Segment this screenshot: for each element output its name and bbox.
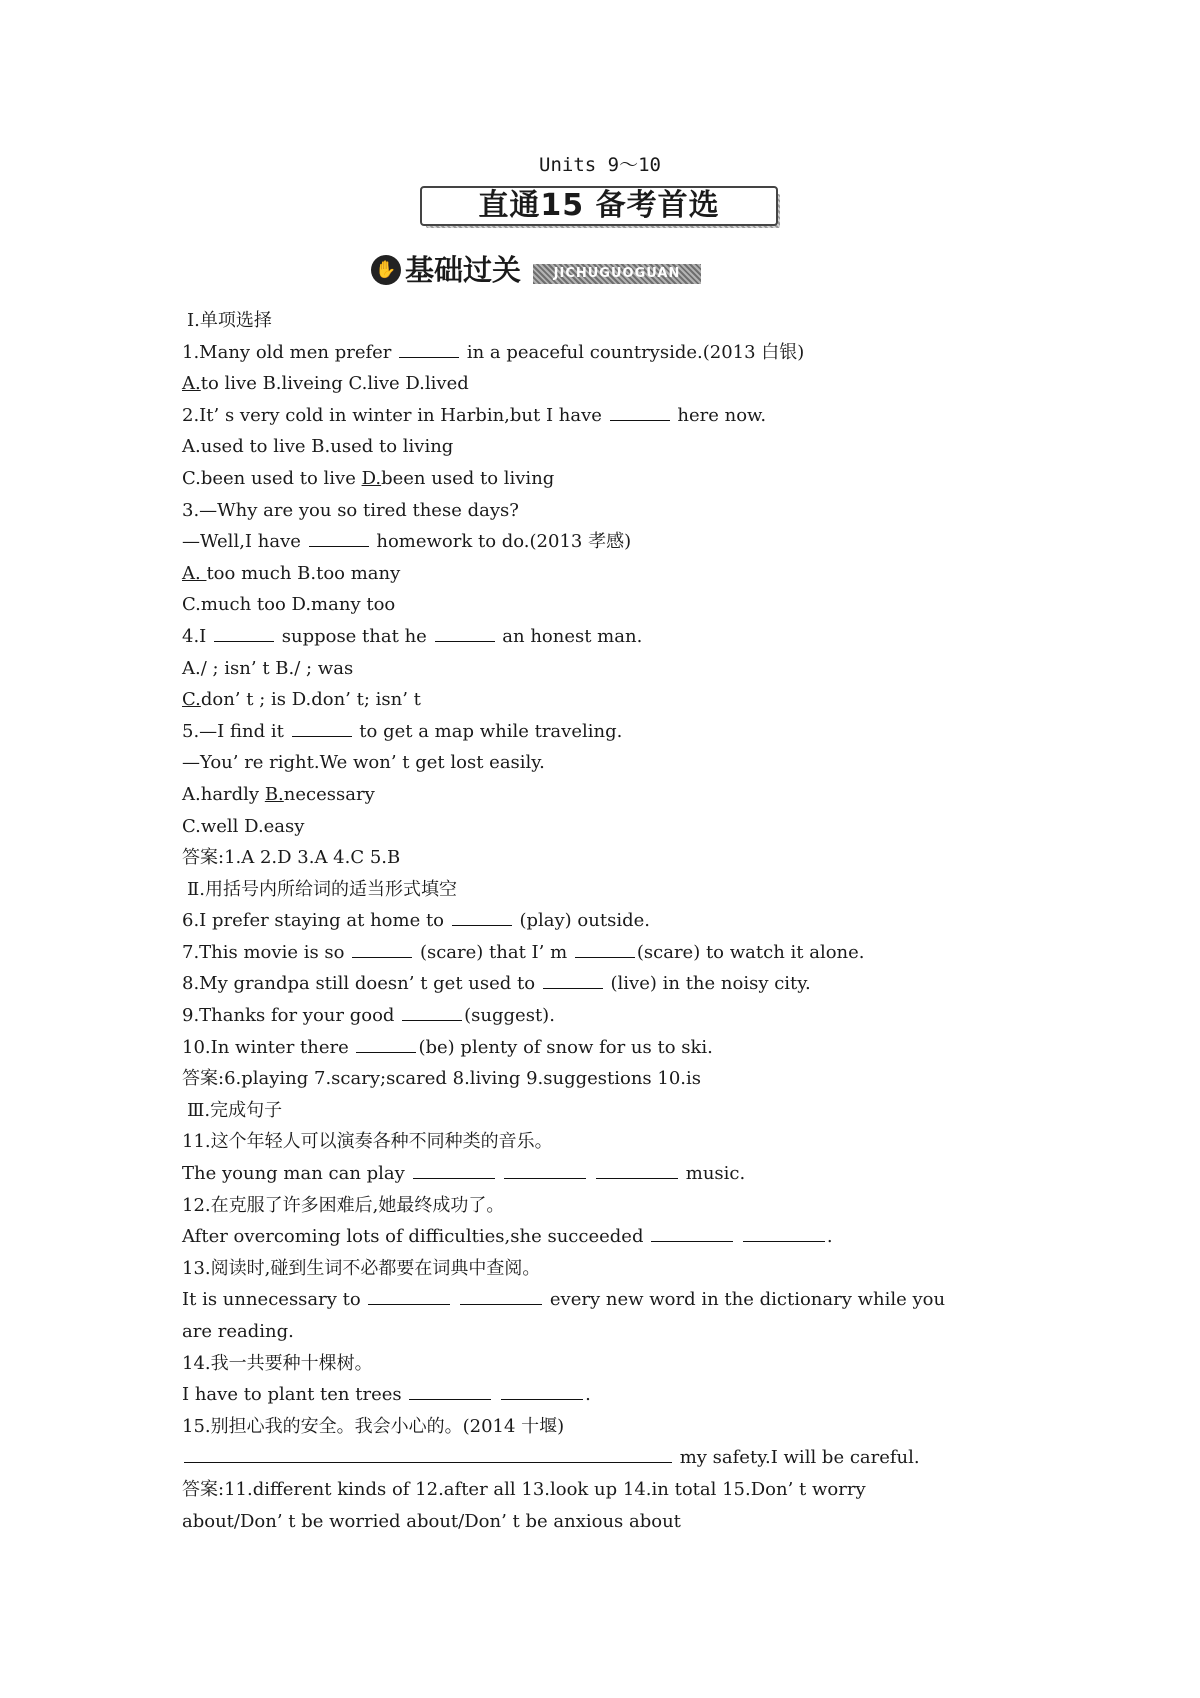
text-segment: my safety.I will be careful.	[674, 1447, 920, 1469]
text-segment: to live B.liveing C.live D.lived	[200, 373, 469, 395]
text-segment: The young man can play	[182, 1163, 411, 1185]
text-line	[182, 337, 1032, 369]
answer-blank	[651, 1221, 733, 1242]
answer-blank	[435, 621, 495, 642]
text-line	[182, 1379, 1032, 1411]
section-banner	[420, 186, 782, 230]
text-segment: 5.—I find it	[182, 720, 290, 742]
text-segment: don’ t ; is D.don’ t; isn’ t	[200, 689, 421, 711]
text-segment: C.been used to live	[182, 467, 362, 489]
answer-blank	[575, 937, 635, 958]
text-line	[182, 526, 1032, 558]
text-segment: Ⅲ.完成句子	[187, 1099, 283, 1121]
section-heading	[182, 874, 1032, 906]
text-segment: 2.It’ s very cold in winter in Harbin,but I have	[182, 404, 608, 426]
text-line	[182, 842, 1032, 874]
text-line	[182, 621, 1032, 653]
marked-answer-letter: A.	[182, 373, 201, 395]
text-segment	[497, 1163, 503, 1184]
text-segment: —You’ re right.We won’ t get lost easily.	[182, 752, 545, 774]
answer-blank	[543, 968, 603, 989]
text-segment: A.hardly	[182, 783, 265, 805]
marked-answer-letter: C.	[182, 689, 201, 711]
section-heading	[182, 1095, 1032, 1127]
answer-blank	[402, 1000, 462, 1021]
text-segment: 4.I	[182, 625, 213, 647]
text-line	[182, 1190, 1032, 1222]
text-segment: 11.这个年轻人可以演奏各种不同种类的音乐。	[182, 1131, 553, 1153]
text-line	[182, 495, 1032, 527]
banner-title: 直通15 备考首选	[420, 186, 778, 226]
text-segment: 7.This movie is so	[182, 941, 351, 963]
text-segment: 答案:11.different kinds of 12.after all 13.look up 14.in total 15.Don’ t worry	[182, 1478, 866, 1500]
text-segment: Ⅱ.用括号内所给词的适当形式填空	[187, 878, 457, 900]
text-line	[182, 1348, 1032, 1380]
section-heading	[182, 305, 1032, 337]
text-line	[182, 684, 1032, 716]
text-line	[182, 811, 1032, 843]
section-title: 基础过关	[405, 253, 522, 287]
text-line	[182, 779, 1032, 811]
unit-range-title: Units 9～10	[539, 154, 661, 176]
text-segment: 15.别担心我的安全。我会小心的。(2014 十堰)	[182, 1415, 565, 1437]
text-segment: .	[826, 1226, 833, 1248]
text-segment: 3.—Why are you so tired these days?	[182, 499, 519, 521]
text-line	[182, 716, 1032, 748]
text-segment: (be) plenty of snow for us to ski.	[418, 1036, 713, 1058]
answer-blank	[214, 621, 274, 642]
text-line	[182, 1158, 1032, 1190]
marked-answer-letter: A.	[182, 562, 207, 584]
text-segment: 12.在克服了许多困难后,她最终成功了。	[182, 1194, 505, 1216]
text-line	[182, 1442, 1032, 1474]
text-segment: (live) in the noisy city.	[604, 973, 811, 995]
text-segment: (suggest).	[464, 1005, 555, 1027]
answer-blank	[409, 1379, 491, 1400]
answer-blank	[743, 1221, 825, 1242]
answer-blank	[356, 1032, 416, 1053]
text-segment	[735, 1226, 741, 1247]
text-segment: 13.阅读时,碰到生词不必都要在词典中查阅。	[182, 1257, 541, 1279]
text-line	[182, 968, 1032, 1000]
text-segment: to get a map while traveling.	[353, 720, 623, 742]
text-segment: A.used to live B.used to living	[182, 436, 454, 458]
section-subtitle: JICHUGUOGUAN	[533, 264, 701, 284]
text-segment: C.well D.easy	[182, 815, 305, 837]
text-segment: A./ ; isn’ t B./ ; was	[182, 657, 354, 679]
text-segment: necessary	[283, 783, 375, 805]
answer-blank	[596, 1158, 678, 1179]
text-line	[182, 1316, 1032, 1348]
text-line	[182, 653, 1032, 685]
marked-answer-letter: D.	[361, 467, 382, 489]
answer-blank	[368, 1284, 450, 1305]
text-segment: Ⅰ.单项选择	[187, 310, 272, 331]
answer-blank	[399, 337, 459, 358]
answer-blank	[292, 716, 352, 737]
text-segment: homework to do.(2013 孝感)	[370, 531, 632, 553]
text-line	[182, 1032, 1032, 1064]
text-segment: It is unnecessary to	[182, 1289, 367, 1311]
text-line	[182, 431, 1032, 463]
answer-blank	[452, 905, 512, 926]
text-segment: .	[585, 1384, 591, 1406]
marked-answer-letter: B.	[264, 783, 284, 805]
text-line	[182, 1411, 1032, 1443]
text-segment: 答案:1.A 2.D 3.A 4.C 5.B	[182, 847, 401, 869]
text-segment: suppose that he	[276, 625, 433, 647]
text-segment	[588, 1163, 594, 1184]
exercise-content	[182, 305, 1032, 1537]
answer-blank	[184, 1442, 672, 1463]
text-segment: —Well,I have	[182, 531, 307, 553]
text-line	[182, 1126, 1032, 1158]
text-segment: 8.My grandpa still doesn’ t get used to	[182, 973, 541, 995]
answer-blank	[309, 526, 369, 547]
text-segment: After overcoming lots of difficulties,she succeeded	[182, 1226, 650, 1248]
text-line	[182, 1506, 1032, 1538]
text-line	[182, 1474, 1032, 1506]
text-segment: in a peaceful countryside.(2013 白银)	[461, 341, 805, 363]
answer-blank	[504, 1158, 586, 1179]
text-segment: 10.In winter there	[182, 1036, 355, 1058]
text-segment: been used to living	[381, 467, 555, 489]
text-line	[182, 1284, 1032, 1316]
text-line	[182, 747, 1032, 779]
text-line	[182, 1253, 1032, 1285]
text-segment	[493, 1384, 499, 1405]
text-line	[182, 368, 1032, 400]
text-line	[182, 1000, 1032, 1032]
text-segment: about/Don’ t be worried about/Don’ t be anxious about	[182, 1510, 681, 1532]
text-segment: (scare) to watch it alone.	[636, 941, 865, 963]
text-segment: an honest man.	[496, 625, 643, 647]
text-segment	[452, 1289, 458, 1310]
text-line	[182, 463, 1032, 495]
text-segment: are reading.	[182, 1321, 294, 1342]
text-segment: 14.我一共要种十棵树。	[182, 1352, 373, 1374]
text-segment: (scare) that I’ m	[414, 941, 573, 963]
text-segment: 1.Many old men prefer	[182, 341, 398, 363]
hand-icon: ✋	[371, 255, 401, 285]
text-line	[182, 937, 1032, 969]
text-segment: here now.	[671, 404, 767, 426]
text-line	[182, 1063, 1032, 1095]
text-segment: (play) outside.	[513, 910, 650, 932]
text-line	[182, 589, 1032, 621]
text-line	[182, 558, 1032, 590]
answer-blank	[460, 1284, 542, 1305]
text-segment: 答案:6.playing 7.scary;scared 8.living 9.suggestions 10.is	[182, 1068, 702, 1090]
text-line	[182, 1221, 1032, 1253]
text-segment: too much B.too many	[206, 562, 401, 584]
text-segment: every new word in the dictionary while you	[544, 1289, 946, 1311]
text-segment: 6.I prefer staying at home to	[182, 910, 450, 932]
answer-blank	[413, 1158, 495, 1179]
text-line	[182, 400, 1032, 432]
text-segment: 9.Thanks for your good	[182, 1005, 401, 1027]
text-segment: I have to plant ten trees	[182, 1384, 408, 1406]
answer-blank	[352, 937, 412, 958]
text-line	[182, 905, 1032, 937]
text-segment: music.	[680, 1163, 746, 1185]
answer-blank	[501, 1379, 583, 1400]
text-segment: C.much too D.many too	[182, 594, 396, 616]
answer-blank	[610, 400, 670, 421]
